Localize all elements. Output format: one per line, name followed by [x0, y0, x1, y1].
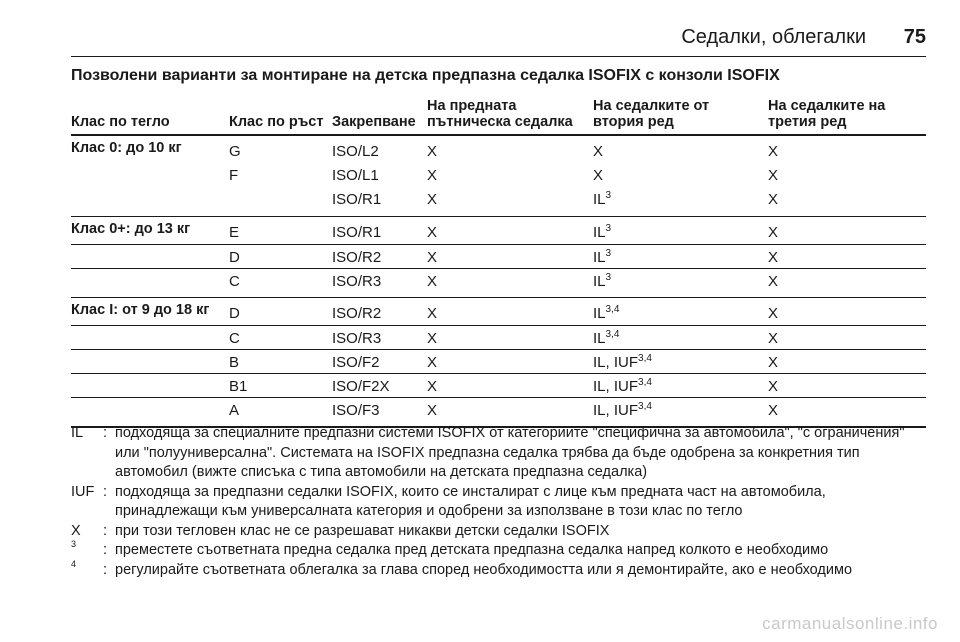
third-row-cell-text: X: [768, 167, 779, 184]
fixture-cell: [332, 402, 380, 419]
fixture-cell-text: ISO/R1: [332, 224, 382, 241]
legend-text: подходяща за предпазни седалки ISOFIX, които се инсталират с лице към предната част на автомобила, принадлежащи към универсалната категория и одобрени за използване в този клас по тегло: [115, 483, 826, 519]
size-class-cell: [229, 167, 238, 184]
third-row-cell-text: X: [768, 224, 779, 241]
front-seat-cell: [427, 273, 437, 290]
size-class-cell-text: A: [229, 402, 240, 419]
column-header-size-class: Клас по ръст: [229, 114, 324, 130]
second-row-cell-text: X: [593, 143, 604, 160]
legend-text: регулирайте съответната облегалка за глава според необходимостта или я демонтирайте, ако е необходимо: [115, 561, 853, 578]
legend-item: [71, 541, 926, 561]
column-header-fixture: Закрепване: [332, 114, 416, 130]
third-row-cell-text: X: [768, 143, 779, 160]
size-class-cell-text: B: [229, 354, 240, 371]
second-row-cell: [593, 378, 652, 395]
table-row: [71, 268, 926, 292]
front-seat-cell: [427, 224, 437, 241]
table-body: [71, 136, 926, 428]
front-seat-cell-text: X: [427, 330, 438, 347]
size-class-cell-text: B1: [229, 378, 248, 395]
table-row: [71, 397, 926, 421]
legend-footnote-number: 3: [71, 539, 77, 549]
fixture-cell-text: ISO/R2: [332, 249, 382, 266]
legend-item: [71, 558, 926, 581]
section-title: Позволени варианти за монтиране на детска предпазна седалка ISOFIX с конзоли ISOFIX: [71, 67, 780, 84]
size-class-cell: [229, 143, 241, 160]
legend-text: преместете съответната предна седалка пред детската предпазна седалка напред колкото е необходимо: [115, 542, 829, 558]
second-row-cell-text: IL: [593, 191, 606, 208]
legend-key: [71, 558, 103, 581]
second-row-cell-text: IL, IUF: [593, 378, 639, 395]
legend-separator: :: [103, 542, 108, 558]
fixture-cell-text: ISO/F2: [332, 354, 380, 371]
legend-key: [71, 483, 103, 522]
weight-class-label: Клас I: от 9 до 18 кг: [71, 302, 210, 318]
third-row-cell: [768, 249, 778, 266]
column-header-weight-class: Клас по тегло: [71, 114, 170, 130]
size-class-cell: [229, 224, 239, 241]
second-row-cell: [593, 224, 611, 241]
front-seat-cell: [427, 305, 437, 322]
fixture-cell: [332, 305, 381, 322]
third-row-cell-text: X: [768, 273, 779, 290]
second-row-cell: [593, 305, 619, 322]
front-seat-cell-text: X: [427, 305, 438, 322]
footnote-marker: 3: [605, 190, 612, 201]
third-row-cell: [768, 167, 778, 184]
footnote-marker: 3,4: [605, 304, 620, 315]
second-row-cell-text: IL: [593, 224, 606, 241]
third-row-cell-text: X: [768, 402, 779, 419]
front-seat-cell-text: X: [427, 273, 438, 290]
fixture-cell: [332, 224, 381, 241]
fixture-cell-text: ISO/R3: [332, 273, 382, 290]
second-row-cell-text: X: [593, 167, 604, 184]
second-row-cell-text: IL: [593, 330, 606, 347]
footnote-marker: 3,4: [638, 377, 652, 388]
header-title: Седалки, облегалки: [681, 26, 866, 48]
size-class-cell-text: E: [229, 224, 240, 241]
second-row-cell-text: IL: [593, 305, 606, 322]
fixture-cell-text: ISO/R3: [332, 330, 382, 347]
front-seat-cell-text: X: [427, 378, 438, 395]
footnote-marker: 3,4: [638, 353, 652, 364]
table-row: [71, 325, 926, 349]
third-row-cell: [768, 354, 778, 371]
second-row-cell: [593, 402, 652, 419]
page-header: [71, 26, 926, 58]
footnote-marker: 3: [605, 223, 612, 234]
front-seat-cell: [427, 402, 437, 419]
size-class-cell: [229, 354, 239, 371]
second-row-cell: [593, 354, 652, 371]
table-row: [71, 187, 926, 211]
header-rule: [71, 56, 926, 57]
table-row: [71, 244, 926, 268]
third-row-cell-text: X: [768, 330, 779, 347]
front-seat-cell: [427, 378, 437, 395]
fixture-cell: [332, 249, 381, 266]
legend-item: [71, 522, 926, 542]
front-seat-cell-text: X: [427, 191, 438, 208]
fixture-cell-text: ISO/F2X: [332, 378, 390, 395]
weight-class-label: Клас 0: до 10 кг: [71, 140, 182, 156]
page-number: 75: [903, 26, 926, 48]
third-row-cell: [768, 330, 778, 347]
second-row-cell-text: IL: [593, 273, 606, 290]
second-row-cell-text: IL, IUF: [593, 354, 639, 371]
fixture-cell: [332, 143, 379, 160]
third-row-cell-text: X: [768, 354, 779, 371]
column-header-second-row: На седалките от втория ред: [593, 98, 710, 130]
watermark: carmanualsonline.info: [762, 614, 938, 633]
front-seat-cell-text: X: [427, 249, 438, 266]
fixture-cell-text: ISO/R1: [332, 191, 382, 208]
legend-footnote-number: 4: [71, 558, 77, 569]
front-seat-cell-text: X: [427, 354, 438, 371]
fixture-cell: [332, 330, 381, 347]
size-class-cell-text: F: [229, 167, 239, 184]
size-class-cell-text: C: [229, 330, 240, 347]
second-row-cell-text: IL, IUF: [593, 402, 639, 419]
table-row: [71, 163, 926, 187]
fixture-cell: [332, 167, 379, 184]
third-row-cell: [768, 402, 778, 419]
legend-separator: :: [103, 522, 108, 539]
column-header-third-row: На седалките на третия ред: [768, 98, 886, 130]
third-row-cell-text: X: [768, 249, 779, 266]
front-seat-cell-text: X: [427, 143, 438, 160]
legend-key: [71, 424, 103, 483]
table-row: [71, 301, 926, 325]
legend-key-text: IUF: [71, 483, 95, 500]
weight-class-label: Клас 0+: до 13 кг: [71, 221, 191, 237]
table-row: [71, 373, 926, 397]
weight-class-group: [71, 298, 926, 428]
table-row: [71, 139, 926, 163]
size-class-cell: [229, 378, 247, 395]
front-seat-cell: [427, 249, 437, 266]
fixture-cell-text: ISO/F3: [332, 402, 380, 419]
footnote-marker: 3: [605, 272, 612, 283]
third-row-cell: [768, 224, 778, 241]
table-row: [71, 220, 926, 244]
table-row: [71, 349, 926, 373]
isofix-table: [71, 92, 926, 428]
fixture-cell: [332, 273, 381, 290]
fixture-cell-text: ISO/R2: [332, 305, 382, 322]
table-header: [71, 92, 926, 136]
legend-separator: :: [103, 561, 108, 578]
column-header-front-seat: На предната пътническа седалка: [427, 98, 573, 130]
front-seat-cell: [427, 143, 437, 160]
footnote-marker: 3,4: [605, 329, 620, 340]
front-seat-cell-text: X: [427, 167, 438, 184]
size-class-cell-text: G: [229, 143, 241, 160]
front-seat-cell-text: X: [427, 402, 438, 419]
legend-text: подходяща за специалните предпазни системи ISOFIX от категориите "специфична за автомобила", "с ограничения" или "полууниверсална". Системата на ISOFIX предпазна седалка трябва да бъде одобрена за конкретния тип автомобил (вижте списъка с типа автомобили на детската предпазна седалка): [115, 425, 905, 480]
second-row-cell: [593, 167, 603, 184]
second-row-cell: [593, 191, 611, 208]
size-class-cell-text: D: [229, 305, 240, 322]
size-class-cell: [229, 330, 240, 347]
legend-separator: :: [103, 425, 108, 441]
size-class-cell: [229, 305, 240, 322]
size-class-cell: [229, 249, 240, 266]
third-row-cell-text: X: [768, 378, 779, 395]
legend-text: при този тегловен клас не се разрешават никакви детски седалки ISOFIX: [115, 522, 610, 539]
front-seat-cell: [427, 191, 437, 208]
fixture-cell: [332, 191, 381, 208]
second-row-cell: [593, 249, 611, 266]
third-row-cell-text: X: [768, 305, 779, 322]
third-row-cell: [768, 305, 778, 322]
second-row-cell: [593, 143, 603, 160]
legend-key-text: X: [71, 522, 81, 539]
second-row-cell: [593, 330, 619, 347]
fixture-cell: [332, 354, 380, 371]
front-seat-cell-text: X: [427, 224, 438, 241]
weight-class-group: [71, 136, 926, 217]
size-class-cell-text: C: [229, 273, 240, 290]
fixture-cell-text: ISO/L2: [332, 143, 379, 160]
legend-item: [71, 424, 926, 483]
front-seat-cell: [427, 330, 437, 347]
third-row-cell: [768, 273, 778, 290]
front-seat-cell: [427, 354, 437, 371]
third-row-cell: [768, 378, 778, 395]
second-row-cell-text: IL: [593, 249, 606, 266]
weight-class-group: [71, 217, 926, 298]
third-row-cell: [768, 143, 778, 160]
size-class-cell: [229, 273, 240, 290]
third-row-cell-text: X: [768, 191, 779, 208]
fixture-cell: [332, 378, 390, 395]
legend-separator: :: [103, 483, 108, 500]
footnote-marker: 3,4: [638, 401, 652, 412]
fixture-cell-text: ISO/L1: [332, 167, 379, 184]
legend-item: [71, 483, 926, 522]
second-row-cell: [593, 273, 611, 290]
size-class-cell: [229, 402, 239, 419]
legend: [71, 424, 926, 580]
footnote-marker: 3: [605, 248, 612, 259]
legend-key-text: IL: [71, 425, 84, 441]
front-seat-cell: [427, 167, 437, 184]
size-class-cell-text: D: [229, 249, 240, 266]
third-row-cell: [768, 191, 778, 208]
